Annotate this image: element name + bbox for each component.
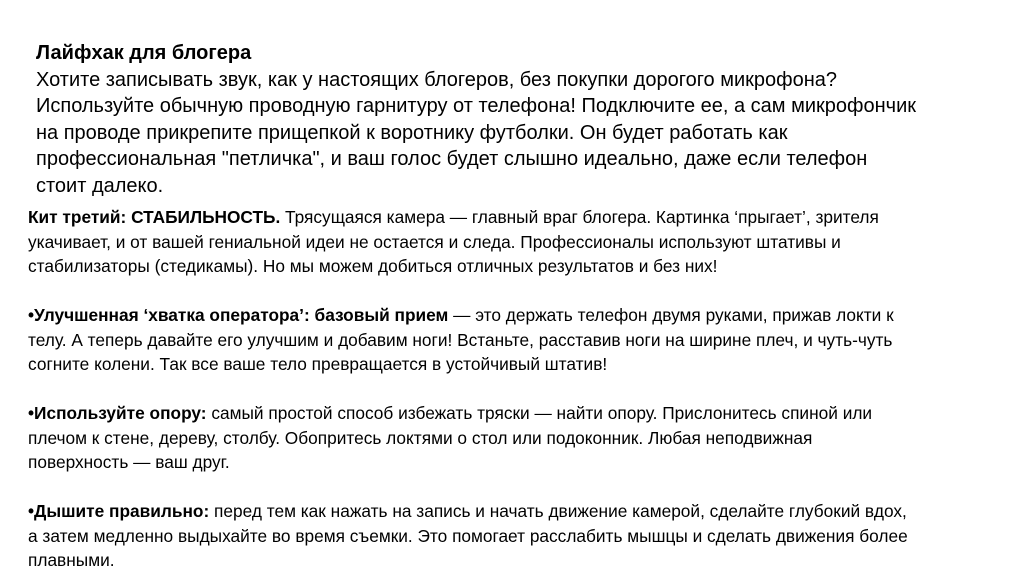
bullet-text: телу. А теперь давайте его улучшим и добавим ноги! Встаньте, расставив ноги на ширине плеч, и чуть-чуть — [28, 329, 893, 350]
bullet-text: плечом к стене, дереву, столбу. Обопритесь локтями о стол или подоконник. Любая неподвижная — [28, 427, 813, 448]
section-heading: Кит третий: СТАБИЛЬНОСТЬ. — [28, 207, 281, 227]
bullet-text: самый простой способ избежать тряски — найти опору. Прислонитесь спиной или — [206, 403, 873, 423]
intro-text: укачивает, и от вашей гениальной идеи не остается и следа. Профессионалы используют штативы и — [28, 231, 841, 252]
section-intro — [28, 205, 1008, 279]
bullet-text: согните колени. Так все ваше тело превращается в устойчивый штатив! — [28, 354, 608, 374]
bullet-label: •Улучшенная ‘хватка оператора’: базовый прием — [28, 305, 449, 325]
bullet-grip — [28, 303, 1008, 377]
tip-line: Используйте обычную проводную гарнитуру от телефона! Подключите ее, а сам микрофончик — [36, 95, 916, 117]
tip-line: профессиональная "петличка", и ваш голос будет слышно идеально, даже если телефон — [36, 148, 868, 170]
intro-text: Трясущаяся камера — главный враг блогера. Картинка ‘прыгает’, зрителя — [280, 207, 879, 227]
intro-text: стабилизаторы (стедикамы). Но мы можем добиться отличных результатов и без них! — [28, 256, 718, 276]
stability-section — [28, 205, 1008, 573]
bullet-label: •Дышите правильно: — [28, 501, 210, 521]
tip-title: Лайфхак для блогера — [36, 42, 252, 64]
bullet-text: плавными. — [28, 550, 115, 570]
bullet-text: перед тем как нажать на запись и начать движение камерой, сделайте глубокий вдох, — [209, 501, 907, 521]
bullet-breathing — [28, 499, 1008, 573]
bullet-text: — это держать телефон двумя руками, прижав локти к — [448, 305, 894, 325]
tip-line: Хотите записывать звук, как у настоящих блогеров, без покупки дорогого микрофона? — [36, 68, 838, 91]
bullet-support — [28, 401, 1008, 475]
bullet-text: а затем медленно выдыхайте во время съемки. Это помогает расслабить мышцы и сделать движения более — [28, 525, 908, 546]
bullet-text: поверхность — ваш друг. — [28, 452, 230, 472]
tip-line: стоит далеко. — [36, 174, 164, 197]
lifehack-tip — [36, 40, 996, 199]
tip-line: на проводе прикрепите прищепкой к воротнику футболки. Он будет работать как — [36, 121, 788, 144]
bullet-label: •Используйте опору: — [28, 403, 207, 423]
